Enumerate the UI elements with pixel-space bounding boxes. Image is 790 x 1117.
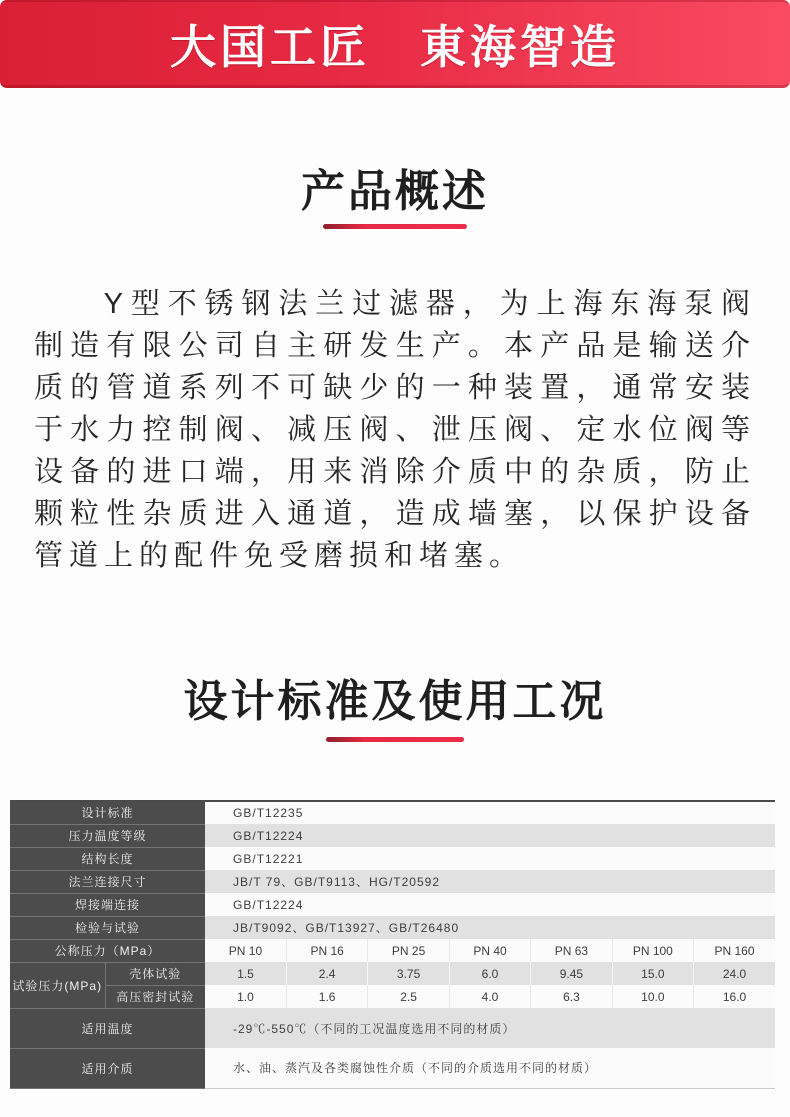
seal-test-label: 高压密封试验 bbox=[105, 985, 205, 1008]
spec-row-label: 压力温度等级 bbox=[10, 824, 205, 847]
shell-test-value: 9.45 bbox=[531, 962, 612, 985]
overview-paragraph: Y型不锈钢法兰过滤器，为上海东海泵阀制造有限公司自主研发生产。本产品是输送介质的管道系列不可缺少的一种装置，通常安装于水力控制阀、减压阀、泄压阀、定水位阀等设备的进口端，用来消除介质中的杂质，防止颗粒性杂质进入通道，造成墙塞，以保护设备管道上的配件免受磨损和堵塞。 bbox=[34, 288, 756, 572]
seal-test-value: 1.0 bbox=[205, 985, 286, 1008]
spec-row-value: GB/T12224 bbox=[205, 893, 775, 916]
spec-row-value: GB/T12221 bbox=[205, 847, 775, 870]
nominal-pressure-label: 公称压力（MPa） bbox=[10, 939, 205, 962]
media-row bbox=[10, 1048, 775, 1088]
pn-cell: PN 63 bbox=[531, 939, 612, 962]
temperature-label: 适用温度 bbox=[10, 1008, 205, 1048]
table-row bbox=[10, 916, 775, 939]
seal-test-value: 10.0 bbox=[612, 985, 693, 1008]
table-row bbox=[10, 801, 775, 824]
overview-title: 产品概述 bbox=[301, 167, 489, 216]
pn-cell: PN 16 bbox=[286, 939, 367, 962]
standards-title-underline bbox=[326, 737, 464, 742]
overview-title-underline bbox=[323, 224, 467, 229]
spec-row-value: GB/T12224 bbox=[205, 824, 775, 847]
seal-test-row bbox=[10, 985, 775, 1008]
shell-test-value: 15.0 bbox=[612, 962, 693, 985]
shell-test-row bbox=[10, 962, 775, 985]
table-row bbox=[10, 870, 775, 893]
shell-test-label: 壳体试验 bbox=[105, 962, 205, 985]
media-value: 水、油、蒸汽及各类腐蚀性介质（不同的介质选用不同的材质） bbox=[205, 1048, 775, 1088]
shell-test-value: 24.0 bbox=[694, 962, 775, 985]
seal-test-value: 2.5 bbox=[368, 985, 449, 1008]
seal-test-value: 1.6 bbox=[286, 985, 367, 1008]
spec-table bbox=[10, 800, 775, 1089]
test-pressure-label: 试验压力(MPa) bbox=[10, 962, 105, 1008]
nominal-pressure-row bbox=[10, 939, 775, 962]
pn-cell: PN 25 bbox=[368, 939, 449, 962]
temperature-row bbox=[10, 1008, 775, 1048]
seal-test-value: 6.3 bbox=[531, 985, 612, 1008]
shell-test-value: 6.0 bbox=[449, 962, 530, 985]
table-row bbox=[10, 847, 775, 870]
media-label: 适用介质 bbox=[10, 1048, 205, 1088]
spec-row-value: JB/T 79、GB/T9113、HG/T20592 bbox=[205, 870, 775, 893]
spec-row-value: JB/T9092、GB/T13927、GB/T26480 bbox=[205, 916, 775, 939]
table-row bbox=[10, 893, 775, 916]
pn-cell: PN 160 bbox=[694, 939, 775, 962]
spec-row-label: 结构长度 bbox=[10, 847, 205, 870]
seal-test-value: 16.0 bbox=[694, 985, 775, 1008]
pn-cell: PN 40 bbox=[449, 939, 530, 962]
shell-test-value: 1.5 bbox=[205, 962, 286, 985]
spec-row-label: 焊接端连接 bbox=[10, 893, 205, 916]
pn-cell: PN 10 bbox=[205, 939, 286, 962]
seal-test-value: 4.0 bbox=[449, 985, 530, 1008]
brand-banner bbox=[0, 0, 790, 88]
pn-cell: PN 100 bbox=[612, 939, 693, 962]
spec-row-value: GB/T12235 bbox=[205, 801, 775, 824]
spec-row-label: 检验与试验 bbox=[10, 916, 205, 939]
temperature-value: -29℃-550℃（不同的工况温度选用不同的材质） bbox=[205, 1008, 775, 1048]
banner-title: 大国工匠 東海智造 bbox=[170, 21, 620, 73]
spec-row-label: 设计标准 bbox=[10, 801, 205, 824]
spec-row-label: 法兰连接尺寸 bbox=[10, 870, 205, 893]
table-row bbox=[10, 824, 775, 847]
shell-test-value: 3.75 bbox=[368, 962, 449, 985]
standards-title: 设计标准及使用工况 bbox=[183, 677, 607, 726]
shell-test-value: 2.4 bbox=[286, 962, 367, 985]
